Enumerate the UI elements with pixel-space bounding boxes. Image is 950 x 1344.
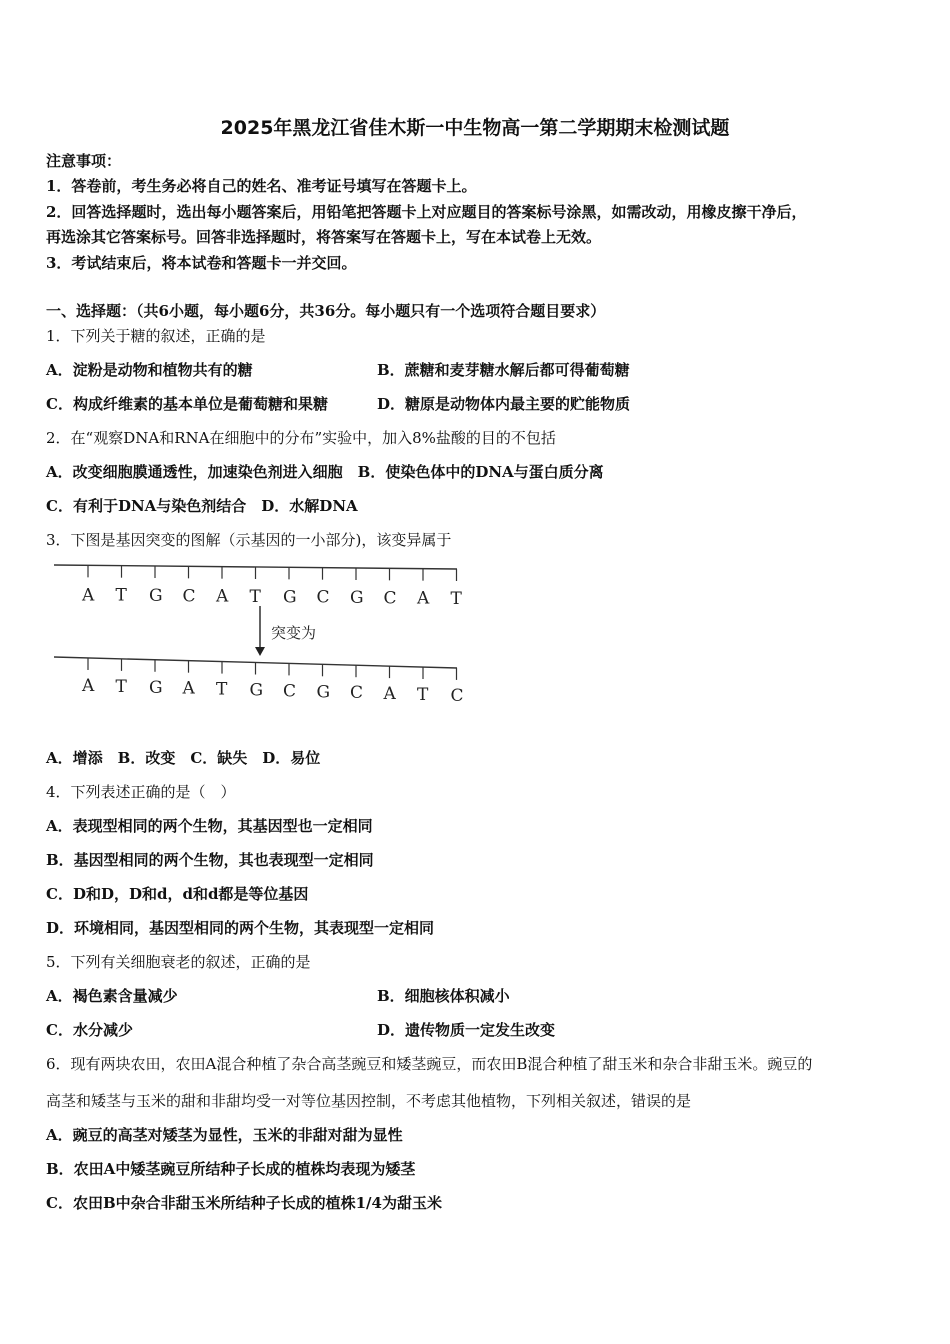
top-strand-base: G <box>350 588 364 609</box>
notice-heading: 注意事项： <box>46 152 122 170</box>
bottom-strand-base: C <box>350 683 364 704</box>
notice-item-1: 1．答卷前，考生务必将自己的姓名、准考证号填写在答题卡上。 <box>46 177 477 195</box>
bottom-strand-base: T <box>115 676 127 697</box>
q6-option-c: C．农田B中杂合非甜玉米所结种子长成的植株1/4为甜玉米 <box>46 1194 442 1212</box>
q5-option-b: B．细胞核体积减小 <box>377 987 510 1005</box>
top-strand-base: C <box>316 587 330 608</box>
question-2-stem: 2．在“观察DNA和RNA在细胞中的分布”实验中，加入8%盐酸的目的不包括 <box>46 429 556 447</box>
top-strand-base: A <box>82 585 95 606</box>
bottom-strand-base: A <box>82 675 95 696</box>
bottom-strand-base: G <box>316 682 331 703</box>
notice-item-2b: 再选涂其它答案标号。回答非选择题时，将答案写在答题卡上，写在本试卷上无效。 <box>46 228 602 246</box>
question-1-stem: 1．下列关于糖的叙述，正确的是 <box>46 327 266 345</box>
question-6-stem-line1: 6．现有两块农田，农田A混合种植了杂合高茎豌豆和矮茎豌豆，而农田B混合种植了甜玉米和杂合非甜玉米。豌豆的 <box>46 1055 813 1073</box>
q6-option-b: B．农田A中矮茎豌豆所结种子长成的植株均表现为矮茎 <box>46 1160 416 1178</box>
top-strand-base: T <box>115 585 127 606</box>
top-strand-base: A <box>417 588 430 609</box>
bottom-strand-base: T <box>417 685 429 706</box>
q1-option-b: B．蔗糖和麦芽糖水解后都可得葡萄糖 <box>377 361 630 379</box>
mutation-arrow-head <box>255 647 265 656</box>
q2-options-ab: A．改变细胞膜通透性，加速染色剂进入细胞 B．使染色体中的DNA与蛋白质分离 <box>46 463 604 481</box>
gene-mutation-diagram <box>52 558 464 708</box>
section-heading: 一、选择题：（共6小题，每小题6分，共36分。每小题只有一个选项符合题目要求） <box>46 302 606 320</box>
q1-option-a: A．淀粉是动物和植物共有的糖 <box>46 361 253 379</box>
q4-option-b: B．基因型相同的两个生物，其也表现型一定相同 <box>46 851 374 869</box>
q3-options: A．增添 B．改变 C．缺失 D．易位 <box>46 749 321 767</box>
q5-option-d: D．遗传物质一定发生改变 <box>377 1021 556 1039</box>
top-strand-base: G <box>149 586 163 607</box>
top-strand-base: A <box>216 586 229 607</box>
bottom-strand-base: C <box>450 685 464 706</box>
bottom-strand-base: T <box>216 679 228 700</box>
page-title: 2025年黑龙江省佳木斯一中生物高一第二学期期末检测试题 <box>220 117 730 139</box>
question-6-stem-line2: 高茎和矮茎与玉米的甜和非甜均受一对等位基因控制，不考虑其他植物，下列相关叙述，错误的是 <box>46 1092 692 1110</box>
bottom-strand-base: C <box>283 681 297 702</box>
q5-option-a: A．褐色素含量减少 <box>46 987 178 1005</box>
q4-option-c: C．D和D，D和d，d和d都是等位基因 <box>46 885 309 903</box>
question-3-stem: 3．下图是基因突变的图解（示基因的一小部分)，该变异属于 <box>46 531 452 549</box>
q4-option-a: A．表现型相同的两个生物，其基因型也一定相同 <box>46 817 373 835</box>
q6-option-a: A．豌豆的高茎对矮茎为显性，玉米的非甜对甜为显性 <box>46 1126 403 1144</box>
question-5-stem: 5．下列有关细胞衰老的叙述，正确的是 <box>46 953 311 971</box>
notice-item-3: 3．考试结束后，将本试卷和答题卡一并交回。 <box>46 254 357 272</box>
bottom-strand-base: A <box>383 684 396 705</box>
q2-options-cd: C．有利于DNA与染色剂结合 D．水解DNA <box>46 497 358 515</box>
mutation-label: 突变为 <box>271 624 317 642</box>
q1-option-d: D．糖原是动物体内最主要的贮能物质 <box>377 395 631 413</box>
bottom-strand-base: G <box>249 680 264 701</box>
q4-option-d: D．环境相同，基因型相同的两个生物，其表现型一定相同 <box>46 919 435 937</box>
top-strand-base: C <box>383 588 397 609</box>
q5-option-c: C．水分减少 <box>46 1021 133 1039</box>
bottom-strand-base: A <box>182 678 195 699</box>
bottom-strand-base: G <box>149 677 163 698</box>
notice-item-2a: 2．回答选择题时，选出每小题答案后，用铅笔把答题卡上对应题目的答案标号涂黑，如需改动，用橡皮擦干净后， <box>46 203 807 221</box>
top-strand-base: T <box>450 589 462 610</box>
top-strand-base: T <box>249 587 261 608</box>
q1-option-c: C．构成纤维素的基本单位是葡萄糖和果糖 <box>46 395 328 413</box>
top-strand-base: C <box>182 586 196 607</box>
question-4-stem: 4．下列表述正确的是（ ） <box>46 783 236 801</box>
top-strand-base: G <box>283 587 297 608</box>
